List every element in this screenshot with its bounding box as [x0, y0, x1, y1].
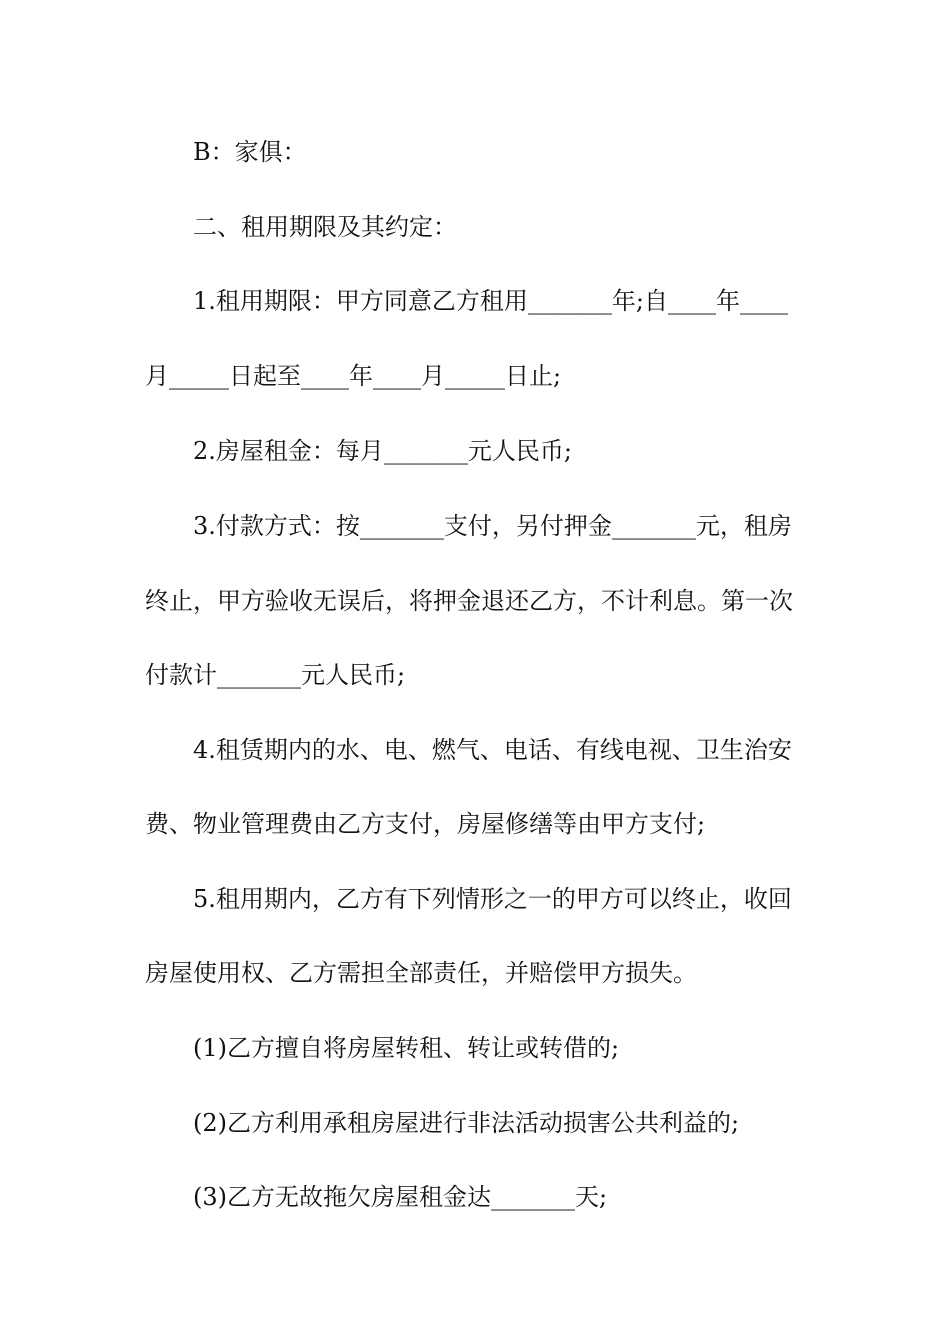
clause-3-line-1: 3.付款方式：按_______支付，另付押金_______元，租房	[193, 512, 792, 540]
sub-clause-1: (1)乙方擅自将房屋转租、转让或转借的;	[193, 1034, 620, 1062]
sub-clause-2: (2)乙方利用承租房屋进行非法活动损害公共利益的;	[193, 1109, 740, 1137]
clause-2: 2.房屋租金：每月_______元人民币;	[193, 437, 572, 465]
clause-5-line-1: 5.租用期内，乙方有下列情形之一的甲方可以终止，收回	[193, 885, 792, 913]
clause-1-line-1: 1.租用期限：甲方同意乙方租用_______年;自____年____	[193, 287, 788, 315]
section-heading-lease-term: 二、租用期限及其约定：	[193, 213, 457, 241]
clause-4-line-2: 费、物业管理费由乙方支付，房屋修缮等由甲方支付;	[145, 810, 706, 838]
clause-5-line-2: 房屋使用权、乙方需担全部责任，并赔偿甲方损失。	[145, 959, 697, 987]
clause-1-line-2: 月_____日起至____年____月_____日止;	[145, 362, 562, 390]
clause-3-line-3: 付款计_______元人民币;	[145, 661, 406, 689]
text-line-furniture: B：家俱：	[193, 138, 307, 166]
clause-4-line-1: 4.租赁期内的水、电、燃气、电话、有线电视、卫生治安	[193, 736, 792, 764]
clause-3-line-2: 终止，甲方验收无误后，将押金退还乙方，不计利息。第一次	[145, 587, 793, 615]
sub-clause-3: (3)乙方无故拖欠房屋租金达_______天;	[193, 1183, 608, 1211]
